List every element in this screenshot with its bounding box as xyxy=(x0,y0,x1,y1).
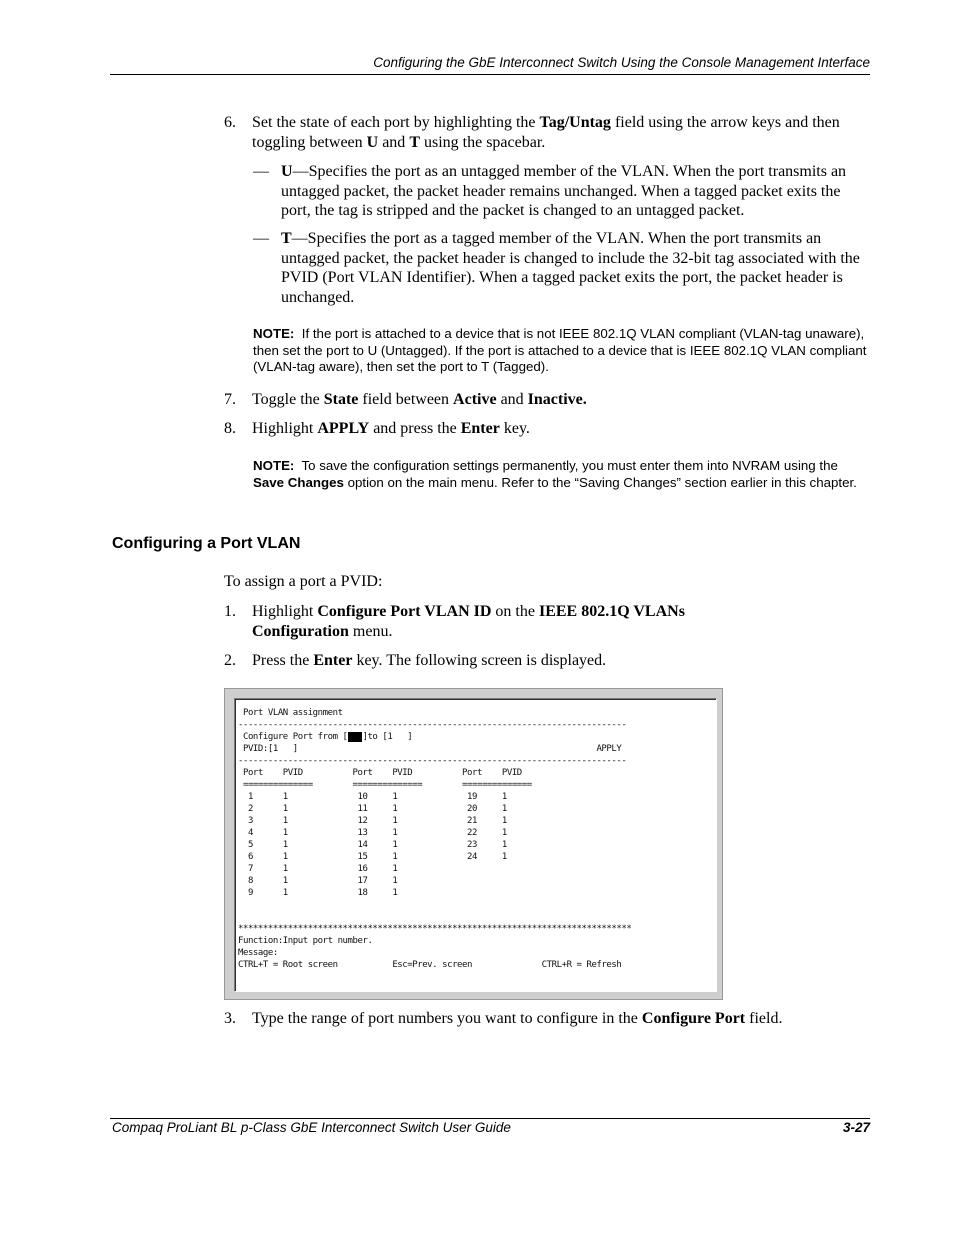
step-text: Set the state of each port by highlighting the xyxy=(252,114,540,131)
footer-rule xyxy=(110,1118,870,1119)
port-row: 9 1 18 1 xyxy=(238,888,398,898)
port-step-1 xyxy=(224,602,869,641)
step-text: and press the xyxy=(369,420,461,437)
value-t: T xyxy=(409,133,420,151)
console-divider: ------------------------------------------------------------------------------ xyxy=(238,756,627,766)
console-function-line: Function:Input port number. xyxy=(238,936,373,946)
value-u: U xyxy=(366,133,379,151)
menu-item-configure-port-vlan-id: Configure Port VLAN ID xyxy=(317,603,492,620)
console-message-line: Message: xyxy=(238,948,278,958)
port-table-underline: ============== ============== ============== xyxy=(238,780,532,790)
step-text: on the xyxy=(491,603,539,620)
port-row: 3 1 12 1 21 1 xyxy=(238,816,507,826)
note-text: If the port is attached to a device that is not IEEE 802.1Q VLAN compliant (VLAN-tag unaware), then set the port to U (Untagged). If the port is attached to a device that is IEEE 802.1Q VLAN compliant (VLAN-tag aware), then set the port to T (Tagged). xyxy=(253,326,867,374)
intro-text: To assign a port a PVID: xyxy=(224,573,383,590)
configure-port-to-field[interactable]: ]to [1 ] xyxy=(362,732,413,742)
field-tag-untag: Tag/Untag xyxy=(539,114,611,131)
field-configure-port: Configure Port xyxy=(641,1010,746,1027)
port-row: 5 1 14 1 23 1 xyxy=(238,840,507,850)
step-text: using the spacebar. xyxy=(419,133,546,151)
note-vlan-compliance xyxy=(253,326,868,376)
em-dash: — xyxy=(253,230,269,247)
running-header: Configuring the GbE Interconnect Switch Using the Console Management Interface xyxy=(373,55,870,70)
step-text: key. The following screen is displayed. xyxy=(352,652,607,669)
step-8 xyxy=(224,419,869,439)
step-text: field using the arrow keys and then toggling between xyxy=(252,114,840,151)
em-dash: — xyxy=(253,163,269,180)
console-screenshot xyxy=(224,688,723,1000)
enter-key: Enter xyxy=(460,420,500,437)
port-row: 2 1 11 1 20 1 xyxy=(238,804,507,814)
note-label: NOTE: xyxy=(253,326,295,341)
port-table-header: Port PVID Port PVID Port PVID xyxy=(238,768,522,778)
note-text: To save the configuration settings permanently, you must enter them into NVRAM using the xyxy=(301,458,838,473)
step-text: Highlight xyxy=(252,603,318,620)
step-text: Highlight xyxy=(252,420,318,437)
footer-title: Compaq ProLiant BL p-Class GbE Interconnect Switch User Guide xyxy=(112,1120,511,1135)
step-number: 6. xyxy=(224,114,236,131)
step-number: 8. xyxy=(224,420,236,437)
bullet-text: —Specifies the port as a tagged member of the VLAN. When the port transmits an untagged packet, the packet header is changed to include the 32-bit tag associated with the PVID (Port VLAN Identifier). When a tagged packet exits the port, the packet header is unchanged. xyxy=(281,230,860,306)
menu-name: IEEE 802.1Q VLANs Configuration xyxy=(252,603,685,640)
port-row: 8 1 17 1 xyxy=(238,876,398,886)
section-heading: Configuring a Port VLAN xyxy=(112,535,301,552)
step-text: Press the xyxy=(252,652,314,669)
step-text: Toggle the xyxy=(252,391,324,408)
bullet-key: T xyxy=(281,230,292,247)
value-inactive: Inactive. xyxy=(527,391,587,408)
console-window xyxy=(234,698,717,992)
console-title: Port VLAN assignment xyxy=(238,708,343,718)
step-number: 1. xyxy=(224,603,236,620)
port-row: 4 1 13 1 22 1 xyxy=(238,828,507,838)
step-text: and xyxy=(496,391,528,408)
apply-label: APPLY xyxy=(317,420,370,437)
console-text xyxy=(238,707,631,971)
note-text: option on the main menu. Refer to the “Saving Changes” section earlier in this chapter. xyxy=(343,474,857,490)
console-star-divider: ******************************************************************************* xyxy=(238,924,632,934)
port-row: 1 1 10 1 19 1 xyxy=(238,792,507,802)
step-text: Type the range of port numbers you want to configure in the xyxy=(252,1010,642,1027)
save-changes-label: Save Changes xyxy=(253,474,344,490)
page-number: 3-27 xyxy=(842,1120,870,1135)
note-label: NOTE: xyxy=(253,458,295,473)
port-step-3 xyxy=(224,1009,869,1029)
port-row: 6 1 15 1 24 1 xyxy=(238,852,507,862)
field-state: State xyxy=(323,391,359,408)
console-divider: ------------------------------------------------------------------------------ xyxy=(238,720,627,730)
configure-port-label: Configure Port from [ xyxy=(238,732,348,742)
step-text: and xyxy=(378,133,410,151)
step-7 xyxy=(224,390,869,410)
step-number: 7. xyxy=(224,391,236,408)
value-active: Active xyxy=(453,391,497,408)
console-key-help: CTRL+T = Root screen Esc=Prev. screen CTRL+R = Refresh xyxy=(238,960,622,970)
port-step-2 xyxy=(224,651,869,671)
pvid-apply-line[interactable]: PVID:[1 ] APPLY xyxy=(238,744,622,754)
step-number: 2. xyxy=(224,652,236,669)
enter-key: Enter xyxy=(313,652,353,669)
step-number: 3. xyxy=(224,1010,236,1027)
header-rule xyxy=(110,74,870,75)
bullet-key: U xyxy=(281,163,293,180)
port-row: 7 1 16 1 xyxy=(238,864,398,874)
step-text: field between xyxy=(358,391,454,408)
step-text: key. xyxy=(499,420,530,437)
note-save-config xyxy=(253,458,868,491)
step-text: menu. xyxy=(348,622,393,640)
configure-port-from-field[interactable]: 1 xyxy=(347,732,363,742)
bullet-tagged xyxy=(253,229,868,307)
bullet-text: —Specifies the port as an untagged member of the VLAN. When the port transmits an untagged packet, the packet header remains unchanged. When a tagged packet exits the port, the tag is stripped and the packet is changed to an untagged packet. xyxy=(281,163,847,219)
step-text: field. xyxy=(745,1010,783,1027)
step-6 xyxy=(224,113,869,152)
bullet-untagged xyxy=(253,162,868,221)
